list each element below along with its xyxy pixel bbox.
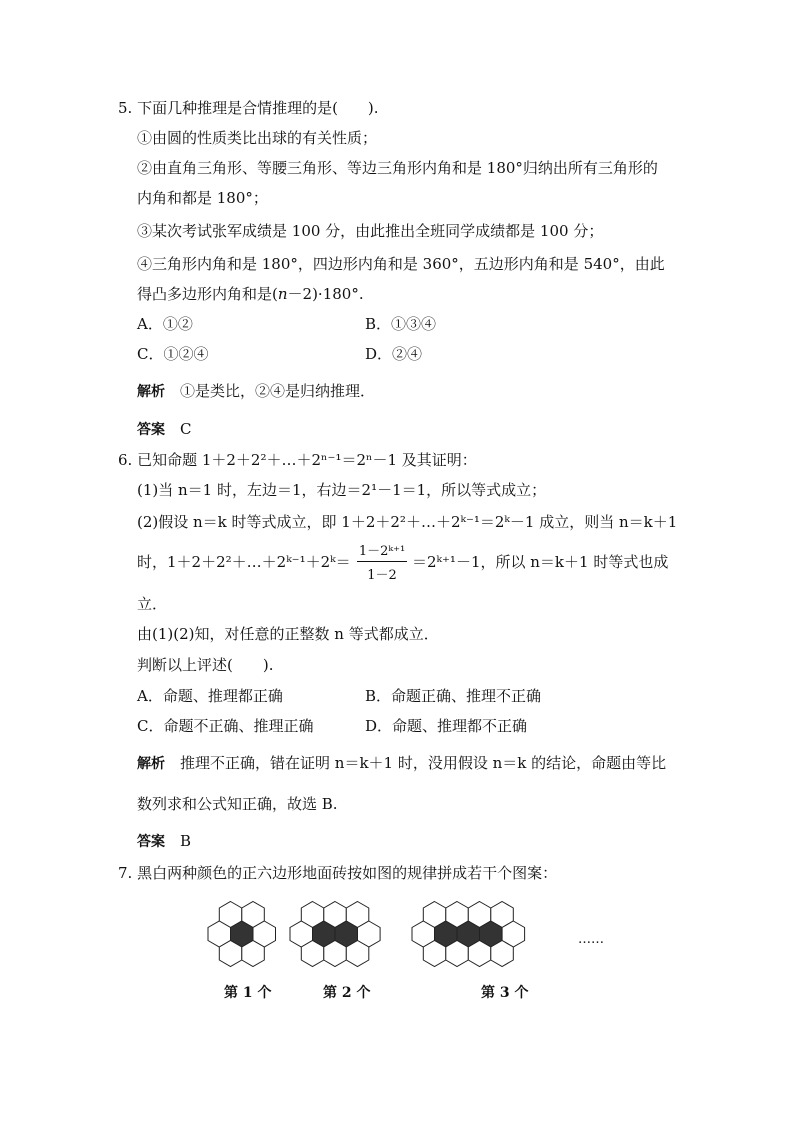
q5-analysis: 解析 ①是类比，②④是归纳推理． [137, 382, 376, 400]
hexagon-tiling-figure [200, 890, 620, 975]
q5-item-1: ①由圆的性质类比出球的有关性质； [137, 129, 378, 147]
q5-item-4-line1: ④三角形内角和是 180°，四边形内角和是 360°，五边形内角和是 540°，由此 [137, 255, 665, 273]
answer-label: 答案 [137, 422, 165, 438]
q5-option-b: B．①③④ [365, 315, 437, 333]
q5-item-4-line2: 得凸多边形内角和是(n－2)·180°. [137, 285, 364, 303]
q6-option-a: A．命题、推理都正确 [137, 687, 283, 705]
figure-caption-1: 第 1 个 [224, 985, 272, 1001]
fraction-denominator: 1－2 [367, 568, 397, 583]
q5-option-d: D．②④ [365, 345, 423, 363]
q6-step-2-line3: 立． [137, 595, 168, 613]
q5-option-c: C．①②④ [137, 345, 209, 363]
q6-step-2-line2-post: ＝2ᵏ⁺¹－1，所以 n＝k＋1 时等式也成 [412, 553, 669, 571]
q6-conclusion: 由(1)(2)知，对任意的正整数 n 等式都成立． [137, 625, 439, 643]
q5-item-2-line2: 内角和都是 180°； [137, 189, 268, 207]
q5-stem: 5. 下面几种推理是合情推理的是( ). [118, 99, 379, 117]
q6-analysis-line1: 解析 推理不正确，错在证明 n＝k＋1 时，没用假设 n＝k 的结论，命题由等比 [137, 754, 667, 772]
figure-caption-3: 第 3 个 [481, 985, 529, 1001]
analysis-label: 解析 [137, 384, 165, 400]
q6-option-b: B．命题正确、推理不正确 [365, 687, 542, 705]
q5-item-2-line1: ②由直角三角形、等腰三角形、等边三角形内角和是 180°归纳出所有三角形的 [137, 159, 658, 177]
answer-label: 答案 [137, 834, 165, 850]
q6-option-c: C．命题不正确、推理正确 [137, 717, 314, 735]
q6-analysis-line2: 数列求和公式知正确，故选 B. [137, 795, 338, 813]
analysis-label: 解析 [137, 756, 165, 772]
q6-judge: 判断以上评述( ). [137, 656, 274, 674]
q6-fraction [357, 540, 407, 583]
q6-answer: 答案 B [137, 832, 192, 850]
q7-ellipsis: …… [578, 932, 604, 947]
q5-option-a: A．①② [137, 315, 193, 333]
fraction-numerator: 1－2ᵏ⁺¹ [358, 544, 406, 559]
q6-step-2-line1: (2)假设 n＝k 时等式成立，即 1＋2＋2²＋…＋2ᵏ⁻¹＝2ᵏ－1 成立，则当 n＝k＋1 [137, 513, 678, 531]
q6-step-1: (1)当 n＝1 时，左边＝1，右边＝2¹－1＝1，所以等式成立； [137, 481, 547, 499]
q5-answer: 答案 C [137, 420, 192, 438]
q5-item-3: ③某次考试张军成绩是 100 分，由此推出全班同学成绩都是 100 分； [137, 222, 604, 240]
q6-stem: 6. 已知命题 1＋2＋2²＋…＋2ⁿ⁻¹＝2ⁿ－1 及其证明： [118, 451, 477, 469]
q6-option-d: D．命题、推理都不正确 [365, 717, 528, 735]
q7-stem: 7. 黑白两种颜色的正六边形地面砖按如图的规律拼成若干个图案： [118, 864, 558, 882]
q6-step-2-line2-pre: 时，1＋2＋2²＋…＋2ᵏ⁻¹＋2ᵏ＝ [137, 553, 351, 571]
figure-caption-2: 第 2 个 [323, 985, 371, 1001]
